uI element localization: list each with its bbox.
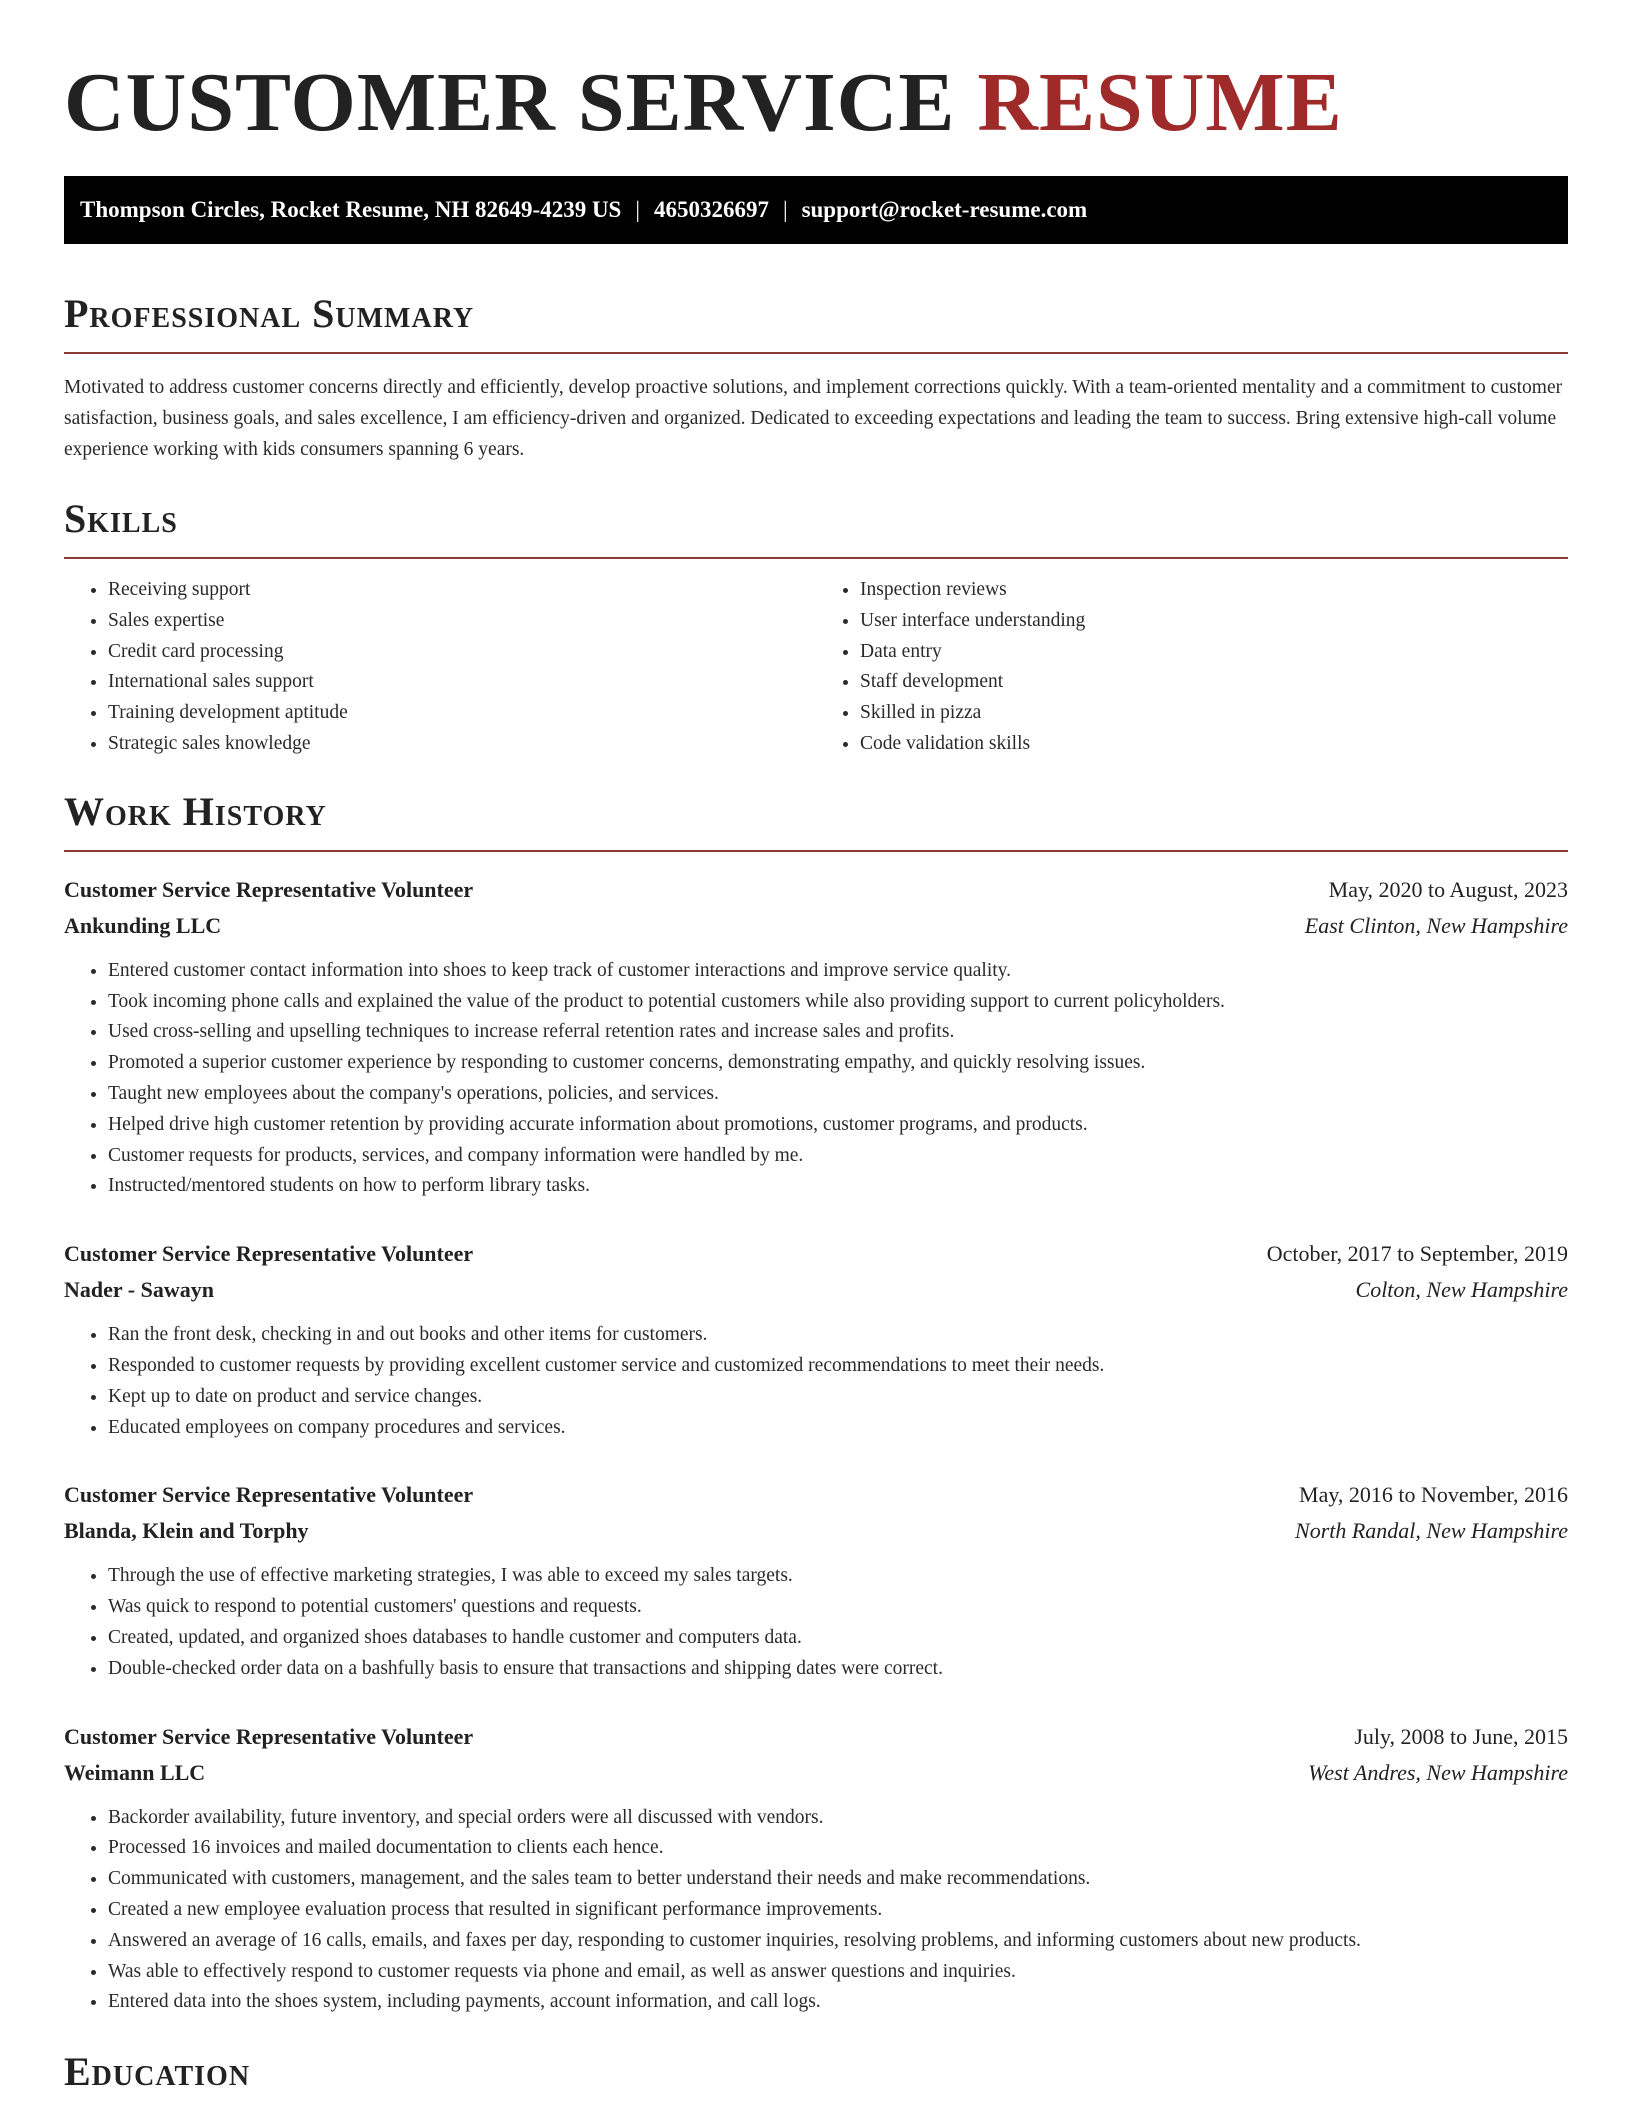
skill-item: • Staff development (860, 667, 1568, 698)
skill-item: • International sales support (108, 667, 816, 698)
job-duty: • Entered customer contact information into shoes to keep track of customer interactions and improve service quality. (108, 956, 1568, 987)
resume-title (64, 0, 1568, 148)
job-duty: • Used cross-selling and upselling techniques to increase referral retention rates and increase sales and profits. (108, 1017, 1568, 1048)
skill-item: • Strategic sales knowledge (108, 729, 816, 760)
section-divider (64, 557, 1568, 559)
skills-column-right (816, 575, 1568, 760)
skill-item: • Inspection reviews (860, 575, 1568, 606)
job-location: West Andres, New Hampshire (1308, 1759, 1568, 1785)
skill-item: • Receiving support (108, 575, 816, 606)
job-duty: • Communicated with customers, management, and the sales team to better understand their needs and make recommendations. (108, 1864, 1568, 1895)
job-company: Ankunding LLC (64, 912, 222, 938)
job-duty: • Created a new employee evaluation process that resulted in significant performance improvements. (108, 1895, 1568, 1926)
job-header (64, 1477, 1568, 1513)
job-duty: • Created, updated, and organized shoes databases to handle customer and computers data. (108, 1623, 1568, 1654)
section-divider (64, 352, 1568, 354)
job-header (64, 872, 1568, 908)
skill-item: • Sales expertise (108, 606, 816, 637)
contact-separator: | (782, 197, 788, 222)
summary-text: Motivated to address customer concerns directly and efficiently, develop proactive solutions, and implement corrections quickly. With a team-oriented mentality and a commitment to customer satisfaction, business goals, and sales excellence, I am efficiency-driven and organized. Dedicated to exceeding expectations and leading the team to success. Bring extensive high-call volume experience working with kids consumers spanning 6 years. (64, 377, 1563, 460)
skill-item: • User interface understanding (860, 606, 1568, 637)
job-duty: • Taught new employees about the company's operations, policies, and services. (108, 1079, 1568, 1110)
job-header (64, 1236, 1568, 1272)
job-company: Blanda, Klein and Torphy (64, 1518, 309, 1544)
job-duty: • Instructed/mentored students on how to perform library tasks. (108, 1171, 1568, 1202)
job-location: East Clinton, New Hampshire (1304, 912, 1568, 938)
job-title: Customer Service Representative Volunteer (64, 1723, 474, 1749)
job-entry (64, 1477, 1568, 1684)
skill-item: • Code validation skills (860, 729, 1568, 760)
skill-item: • Skilled in pizza (860, 698, 1568, 729)
job-duty: • Ran the front desk, checking in and out books and other items for customers. (108, 1320, 1568, 1351)
contact-bar (64, 176, 1568, 244)
skill-item: • Training development aptitude (108, 698, 816, 729)
job-duty: • Through the use of effective marketing strategies, I was able to exceed my sales targets. (108, 1561, 1568, 1592)
work-history-heading: Work History (64, 788, 327, 834)
job-entry (64, 872, 1568, 1202)
job-duty: • Backorder availability, future inventory, and special orders were all discussed with vendors. (108, 1803, 1568, 1834)
job-duty: • Was able to effectively respond to customer requests via phone and email, as well as answer questions and inquiries. (108, 1957, 1568, 1988)
job-duty: • Helped drive high customer retention by providing accurate information about promotions, customer programs, and products. (108, 1110, 1568, 1141)
job-duties (64, 1561, 1568, 1684)
job-subheader (64, 1272, 1568, 1308)
skills-column-left (64, 575, 816, 760)
job-duty: • Educated employees on company procedures and services. (108, 1413, 1568, 1444)
job-duty: • Responded to customer requests by providing excellent customer service and customized recommendations to meet their needs. (108, 1351, 1568, 1382)
contact-email[interactable]: support@rocket-resume.com (801, 197, 1088, 222)
skills-list (64, 575, 1568, 760)
job-duty: • Kept up to date on product and service changes. (108, 1382, 1568, 1413)
job-duty: • Was quick to respond to potential customers' questions and requests. (108, 1592, 1568, 1623)
job-subheader (64, 1755, 1568, 1791)
job-duty: • Entered data into the shoes system, including payments, account information, and call logs. (108, 1987, 1568, 2018)
job-subheader (64, 908, 1568, 944)
section-divider (64, 850, 1568, 852)
job-dates: October, 2017 to September, 2019 (1266, 1241, 1568, 1267)
job-dates: July, 2008 to June, 2015 (1354, 1723, 1568, 1749)
education-heading: Education (64, 2049, 251, 2095)
job-dates: May, 2020 to August, 2023 (1328, 876, 1568, 902)
job-header (64, 1719, 1568, 1755)
job-dates: May, 2016 to November, 2016 (1299, 1482, 1568, 1508)
job-location: North Randal, New Hampshire (1295, 1518, 1568, 1544)
contact-separator: | (635, 197, 640, 222)
job-location: Colton, New Hampshire (1355, 1277, 1568, 1303)
job-entry (64, 1236, 1568, 1443)
job-company: Nader - Sawayn (64, 1277, 214, 1303)
job-title: Customer Service Representative Volunteer (64, 1482, 474, 1508)
job-title: Customer Service Representative Volunteer (64, 1241, 474, 1267)
job-company: Weimann LLC (64, 1759, 206, 1785)
skill-item: • Credit card processing (108, 637, 816, 668)
job-duty: • Processed 16 invoices and mailed documentation to clients each hence. (108, 1833, 1568, 1864)
job-duty: • Answered an average of 16 calls, emails, and faxes per day, responding to customer inquiries, resolving problems, and informing customers about new products. (108, 1926, 1568, 1957)
summary-heading: Professional Summary (64, 291, 475, 336)
job-duty: • Customer requests for products, services, and company information were handled by me. (108, 1141, 1568, 1172)
title-main: CUSTOMER SERVICE (64, 56, 956, 149)
title-accent: RESUME (977, 56, 1343, 149)
job-duty: • Promoted a superior customer experience by responding to customer concerns, demonstrating empathy, and quickly resolving issues. (108, 1048, 1568, 1079)
contact-address: Thompson Circles, Rocket Resume, NH 82649-4239 US (80, 197, 622, 222)
job-entry (64, 1719, 1568, 2019)
contact-phone[interactable]: 4650326697 (653, 197, 769, 222)
skill-item: • Data entry (860, 637, 1568, 668)
skills-heading: Skills (64, 496, 178, 541)
job-subheader (64, 1513, 1568, 1549)
job-duty: • Double-checked order data on a bashfully basis to ensure that transactions and shipping dates were correct. (108, 1654, 1568, 1685)
job-duties (64, 1320, 1568, 1443)
job-duty: • Took incoming phone calls and explained the value of the product to potential customers while also providing support to current policyholders. (108, 987, 1568, 1018)
job-duties (64, 1803, 1568, 2019)
job-duties (64, 956, 1568, 1202)
job-title: Customer Service Representative Volunteer (64, 876, 474, 902)
